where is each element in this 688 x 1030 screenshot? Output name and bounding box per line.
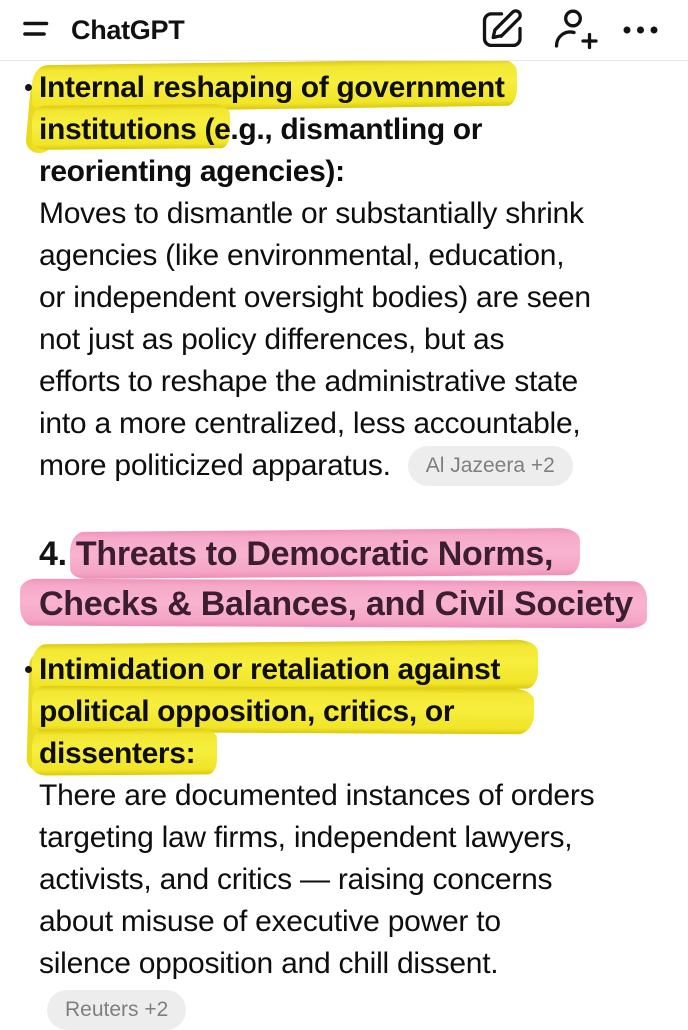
paragraph-line: or independent oversight bodies) are seen bbox=[39, 281, 591, 314]
heading-line bbox=[39, 579, 664, 629]
yellow-highlight: political opposition, critics, or bbox=[39, 691, 454, 733]
sidebar-menu-icon bbox=[22, 19, 52, 42]
citation-chip-al-jazeera[interactable]: Al Jazeera +2 bbox=[408, 446, 573, 486]
paragraph-line: There are documented instances of orders bbox=[39, 779, 595, 812]
citation-chip-reuters[interactable]: Reuters +2 bbox=[47, 990, 186, 1030]
menu-button[interactable] bbox=[22, 19, 52, 42]
yellow-highlight: Intimidation or retaliation against bbox=[39, 649, 500, 691]
paragraph-line: Moves to dismantle or substantially shrink bbox=[39, 197, 584, 230]
more-options-button[interactable] bbox=[622, 23, 660, 38]
yellow-highlight: institutions bbox=[39, 109, 196, 151]
paragraph-line: not just as policy differences, but as bbox=[39, 323, 505, 356]
paragraph-line: efforts to reshape the administrative state bbox=[39, 365, 578, 398]
person-add-icon bbox=[552, 8, 598, 53]
paragraph-line: silence opposition and chill dissent. bbox=[39, 947, 499, 980]
add-person-button[interactable] bbox=[552, 8, 598, 53]
pink-highlight: Checks & Balances, and Civil Society bbox=[39, 579, 633, 629]
chat-message-content bbox=[0, 61, 688, 1030]
paragraph-line: into a more centralized, less accountable, bbox=[39, 407, 581, 440]
yellow-highlight: dissenters: bbox=[39, 733, 195, 775]
compose-icon bbox=[476, 8, 528, 53]
section-heading bbox=[29, 529, 664, 629]
paragraph-line bbox=[39, 445, 664, 487]
paragraph-line: targeting law firms, independent lawyers, bbox=[39, 821, 573, 854]
bullet-item-intimidation bbox=[39, 649, 664, 775]
heading-number: 4. bbox=[39, 535, 76, 573]
pink-highlight: Threats to Democratic Norms, bbox=[76, 529, 553, 579]
paragraph-intimidation bbox=[39, 775, 664, 1030]
paragraph-line: about misuse of executive power to bbox=[39, 905, 501, 938]
bullet-line bbox=[39, 733, 664, 775]
yellow-highlight: Internal reshaping of government bbox=[39, 67, 505, 109]
header-actions bbox=[476, 8, 660, 53]
paragraph-line: activists, and critics — raising concerns bbox=[39, 863, 553, 896]
bullet-line: reorienting agencies): bbox=[39, 155, 345, 188]
app-header bbox=[0, 0, 688, 61]
ellipsis-icon bbox=[622, 23, 660, 38]
heading-line bbox=[39, 529, 664, 579]
bullet-item-internal-reshaping bbox=[39, 67, 664, 193]
citation-row bbox=[47, 990, 664, 1030]
new-chat-button[interactable] bbox=[476, 8, 528, 53]
bullet-line bbox=[39, 691, 664, 733]
page-title: ChatGPT bbox=[71, 14, 185, 45]
bullet-line-text: (e.g., dismantling or bbox=[196, 113, 483, 146]
paragraph-line: agencies (like environmental, education, bbox=[39, 239, 565, 272]
paragraph-line-text: more politicized apparatus. bbox=[39, 449, 391, 482]
paragraph-internal-reshaping bbox=[39, 193, 664, 487]
bullet-line bbox=[39, 67, 664, 109]
bullet-marker bbox=[25, 666, 32, 673]
bullet-marker bbox=[25, 84, 32, 91]
bullet-line bbox=[39, 109, 664, 151]
bullet-line bbox=[39, 649, 664, 691]
